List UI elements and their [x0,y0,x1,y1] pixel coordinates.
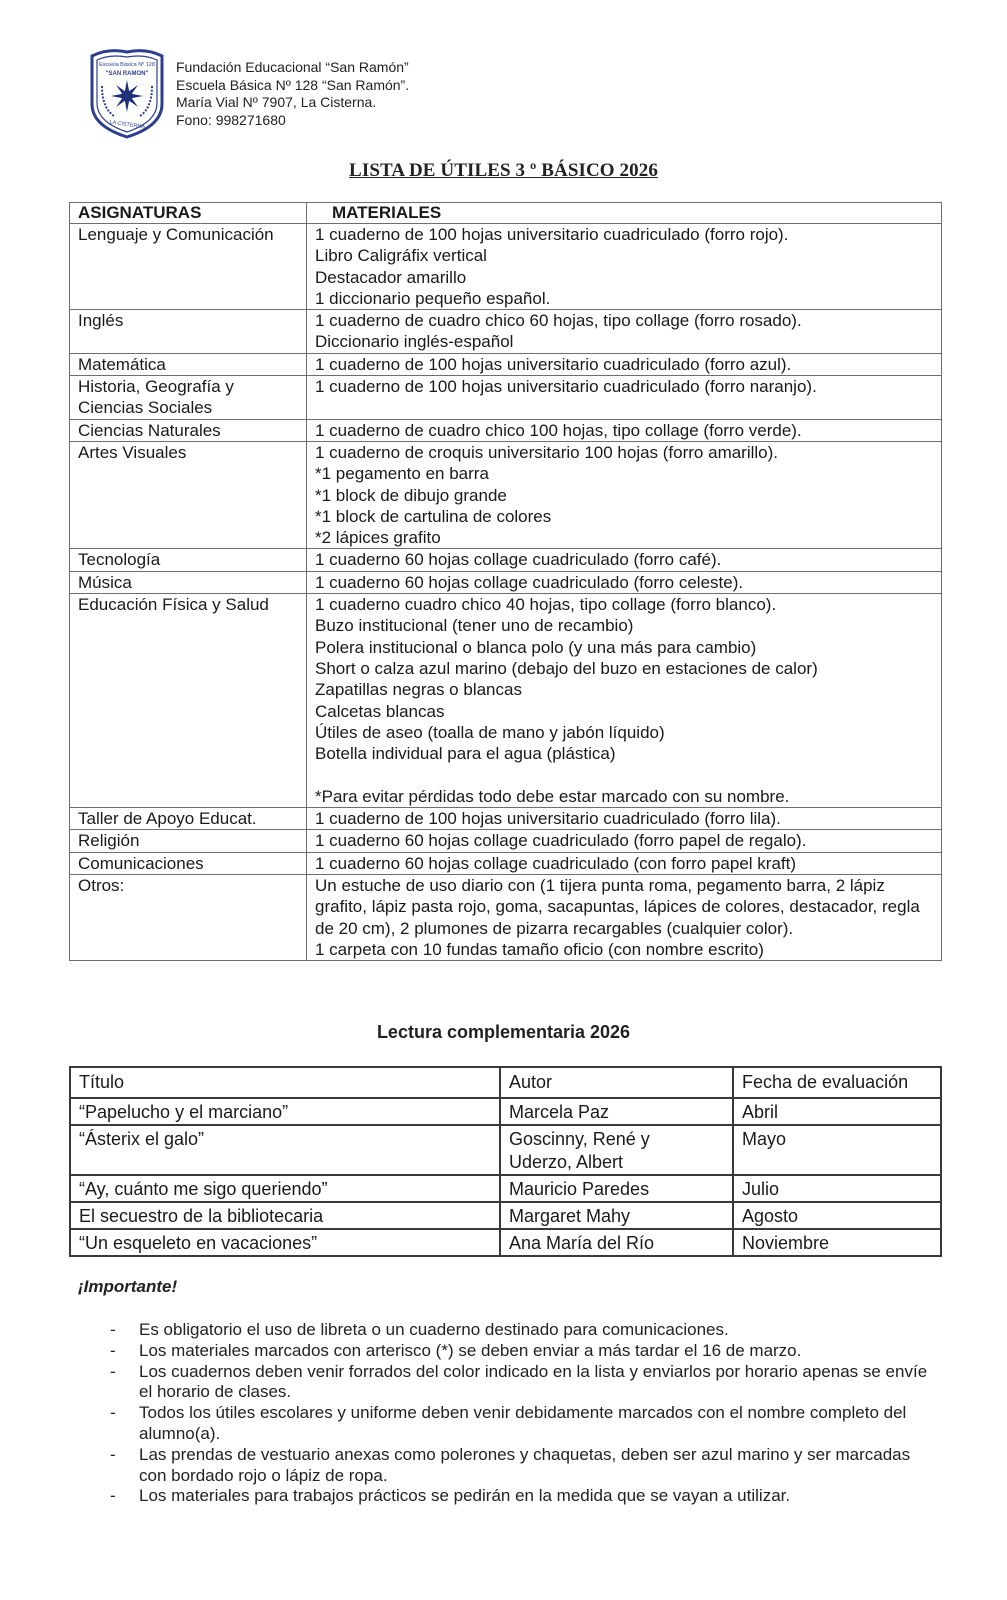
material-item: *1 block de cartulina de colores [315,506,552,526]
materials-cell [307,441,942,548]
important-heading: ¡Importante! [78,1277,178,1296]
note-text: Es obligatorio el uso de libreta o un cuaderno destinado para comunicaciones. [139,1320,729,1339]
subject-name: Artes Visuales [78,442,187,462]
materials-cell [307,571,942,593]
book-author-cell [500,1125,733,1175]
table-header-row [70,1067,941,1098]
table-row [70,571,942,593]
table-header-row [70,203,942,224]
book-author: Ana María del Río [509,1233,655,1253]
book-author: Marcela Paz [509,1102,610,1122]
material-item: 1 cuaderno de 100 hojas universitario cuadriculado (forro lila). [315,809,781,829]
subject-cell [70,310,307,354]
note-item [104,1486,934,1507]
material-item: Zapatillas negras o blancas [315,680,522,700]
evaluation-date: Agosto [733,1202,941,1229]
note-item [104,1320,934,1341]
material-item: 1 cuaderno cuadro chico 40 hojas, tipo collage (forro blanco). [315,595,777,615]
reading-section-title: Lectura complementaria 2026 [376,1022,631,1042]
subject-name: Taller de Apoyo Educat. [78,809,257,829]
materials-cell [307,376,942,420]
book-author-cell [500,1202,733,1229]
materials-cell [307,830,942,852]
subject-name: Música [78,572,132,592]
subject-cell [70,376,307,420]
material-item: Útiles de aseo (toalla de mano y jabón líquido) [315,722,665,742]
book-author: Goscinny, René y [509,1129,650,1149]
dash-bullet-icon: - [110,1444,116,1464]
material-item: Un estuche de uso diario con (1 tijera punta roma, pegamento barra, 2 lápiz grafito, lápiz pasta rojo, goma, sacapuntas, lápices de colores, destacador, regla de 20 cm), 2 plumones de pizarra recargables (cualquier color). [315,875,920,938]
dash-bullet-icon: - [110,1340,116,1360]
book-title: “Papelucho y el marciano” [70,1098,500,1125]
material-item: 1 cuaderno 60 hojas collage cuadriculado (forro papel de regalo). [315,831,807,851]
table-row [70,224,942,310]
subject-cell [70,441,307,548]
evaluation-date: Julio [733,1175,941,1202]
table-row [70,1125,941,1175]
material-item [315,764,933,785]
reading-table-body [70,1067,941,1256]
dash-bullet-icon: - [110,1361,116,1381]
book-title: “Un esqueleto en vacaciones” [70,1229,500,1256]
material-item: 1 carpeta con 10 fundas tamaño oficio (con nombre escrito) [315,939,764,959]
materials-cell [307,549,942,571]
note-item [104,1403,934,1445]
note-text: Los materiales para trabajos prácticos se pedirán en la medida que se vayan a utilizar. [139,1486,791,1506]
book-author-cell [500,1229,733,1256]
column-header-materials: MATERIALES [307,203,942,224]
material-item: 1 cuaderno de 100 hojas universitario cuadriculado (forro azul). [315,354,792,374]
material-item: 1 cuaderno de cuadro chico 60 hojas, tipo collage (forro rosado). [315,311,802,331]
evaluation-date: Mayo [733,1125,941,1175]
subject-name: Tecnología [78,550,161,570]
subject-name: Religión [78,831,140,851]
subject-name: Comunicaciones [78,853,204,873]
material-item: Buzo institucional (tener uno de recambio) [315,616,634,636]
column-header-title: Título [70,1067,500,1098]
school-phone: Fono: 998271680 [176,111,286,128]
subject-name: Educación Física y Salud [78,595,269,615]
materials-cell [307,419,942,441]
subject-name: Otros: [78,875,125,895]
subject-cell [70,830,307,852]
materials-cell [307,353,942,375]
note-item [104,1341,934,1362]
material-item [315,397,933,418]
subject-cell [70,224,307,310]
material-item: 1 cuaderno 60 hojas collage cuadriculado (con forro papel kraft) [315,853,797,873]
material-item: 1 cuaderno de 100 hojas universitario cuadriculado (forro rojo). [315,225,789,244]
school-crest-icon [88,46,166,140]
subject-cell [70,419,307,441]
table-row [70,830,942,852]
table-row [70,549,942,571]
book-author: Margaret Mahy [509,1206,631,1226]
subject-cell [70,571,307,593]
evaluation-date: Abril [733,1098,941,1125]
important-notes-list [104,1320,934,1507]
table-row [70,874,942,960]
table-row [70,1175,941,1202]
school-address: María Vial Nº 7907, La Cisterna. [176,94,377,110]
subject-cell [70,808,307,830]
material-item: 1 cuaderno de 100 hojas universitario cuadriculado (forro naranjo). [315,377,817,397]
table-row [70,353,942,375]
material-item: Short o calza azul marino (debajo del buzo en estaciones de calor) [315,658,818,678]
subject-cell [70,852,307,874]
subject-name: Matemática [78,354,166,374]
material-item: 1 cuaderno de croquis universitario 100 hojas (forro amarillo). [315,442,779,462]
material-item: Libro Caligráfix vertical [315,246,487,266]
page-title: LISTA DE ÚTILES 3 º BÁSICO 2026 [349,160,658,181]
material-item: Destacador amarillo [315,267,467,287]
material-item: 1 cuaderno 60 hojas collage cuadriculado (forro celeste). [315,572,744,592]
column-header-author: Autor [500,1067,733,1098]
crest-name: "SAN RAMON" [105,71,149,77]
materials-cell [307,852,942,874]
note-text: Los cuadernos deben venir forrados del color indicado en la lista y enviarlos por horario apenas se envíe el horario de clases. [139,1361,928,1402]
material-item: 1 cuaderno 60 hojas collage cuadriculado (forro café). [315,550,722,570]
subject-cell [70,549,307,571]
book-author-cell [500,1098,733,1125]
book-author: Uderzo, Albert [509,1152,624,1172]
material-item: Botella individual para el agua (plástica) [315,744,616,764]
crest-bottom-text: LA CISTERNA [109,119,146,131]
materials-cell [307,808,942,830]
table-row [70,594,942,808]
note-item [104,1362,934,1404]
column-header-date: Fecha de evaluación [733,1067,941,1098]
school-name: Escuela Básica Nº 128 “San Ramón”. [176,76,410,93]
subject-name: Ciencias Sociales [78,398,213,418]
material-item: 1 cuaderno de cuadro chico 100 hojas, tipo collage (forro verde). [315,420,802,440]
materials-table [69,202,942,961]
table-row [70,376,942,420]
book-title: “Ásterix el galo” [70,1125,500,1175]
subject-cell [70,353,307,375]
materials-cell [307,594,942,808]
materials-cell [307,310,942,354]
note-text: Las prendas de vestuario anexas como polerones y chaquetas, deben ser azul marino y ser marcadas con bordado rojo o lápiz de ropa. [139,1444,911,1485]
materials-cell [307,224,942,310]
table-row [70,1229,941,1256]
material-item: 1 diccionario pequeño español. [315,288,551,308]
subject-name: Inglés [78,311,124,331]
subject-name: Historia, Geografía y [78,377,234,397]
table-row [70,419,942,441]
dash-bullet-icon: - [110,1320,116,1339]
column-header-subjects: ASIGNATURAS [70,203,307,224]
crest-top-text: Escuela Básica Nº 128 [99,62,155,68]
evaluation-date: Noviembre [733,1229,941,1256]
book-author: Mauricio Paredes [509,1179,650,1199]
reading-table [69,1066,942,1257]
table-row [70,1098,941,1125]
table-row [70,310,942,354]
note-text: Todos los útiles escolares y uniforme deben venir debidamente marcados con el nombre completo del alumno(a). [139,1403,907,1443]
material-item: Polera institucional o blanca polo (y una más para cambio) [315,637,757,657]
materials-table-body [70,224,942,961]
note-item [104,1445,934,1487]
dash-bullet-icon: - [110,1403,116,1423]
table-row [70,852,942,874]
material-item: *1 block de dibujo grande [315,485,507,505]
subject-name: Lenguaje y Comunicación [78,225,274,244]
material-item: *1 pegamento en barra [315,464,489,484]
subject-cell [70,874,307,960]
subject-cell [70,594,307,808]
table-row [70,808,942,830]
book-title: “Ay, cuánto me sigo queriendo” [70,1175,500,1202]
note-text: Los materiales marcados con arterisco (*) se deben enviar a más tardar el 16 de marzo. [139,1340,802,1360]
material-item: Calcetas blancas [315,701,445,721]
document-header [88,46,409,140]
book-author-cell [500,1175,733,1202]
institution-name: Fundación Educacional “San Ramón” [176,59,409,75]
subject-name: Ciencias Naturales [78,420,221,440]
material-item: Diccionario inglés-español [315,332,514,352]
material-item: *Para evitar pérdidas todo debe estar marcado con su nombre. [315,786,790,806]
table-row [70,441,942,548]
material-item: *2 lápices grafito [315,528,441,548]
book-title: El secuestro de la bibliotecaria [70,1202,500,1229]
table-row [70,1202,941,1229]
materials-cell [307,874,942,960]
institution-info [176,59,409,129]
dash-bullet-icon: - [110,1486,116,1506]
